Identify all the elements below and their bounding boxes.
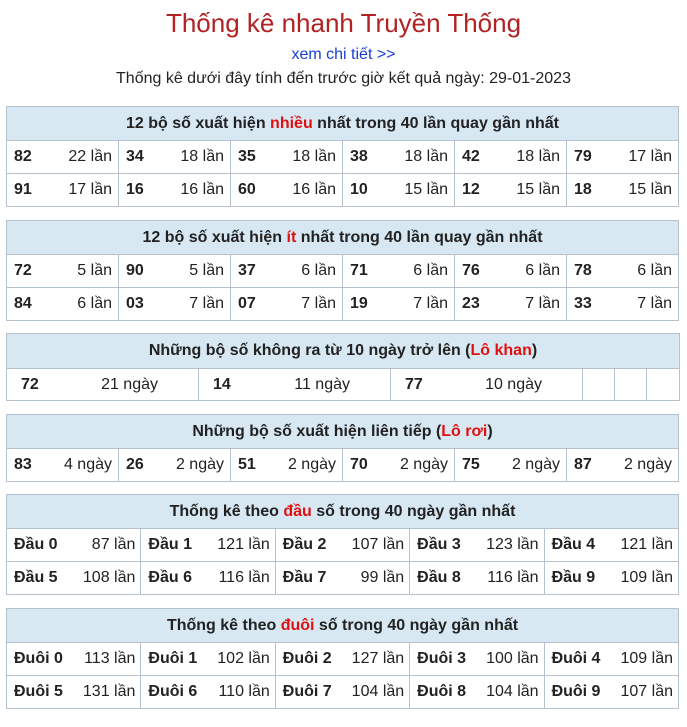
stat-cell: Đuôi 9 107 lần (544, 676, 678, 709)
empty-cell (615, 369, 647, 401)
section-title: Thống kê theo đầu số trong 40 ngày gần nhất (7, 495, 679, 529)
stat-cell: 14 11 ngày (199, 369, 391, 401)
stat-cell: 84 6 lần (7, 288, 119, 321)
most-frequent-table (6, 106, 679, 207)
section-title: Thống kê theo đuôi số trong 40 ngày gần nhất (7, 609, 679, 643)
stat-cell: Đầu 9 109 lần (544, 562, 678, 595)
stat-cell: 83 4 ngày (7, 449, 119, 482)
page-header (0, 7, 687, 89)
stat-cell: 19 7 lần (343, 288, 455, 321)
stat-cell: 38 18 lần (343, 141, 455, 174)
stat-cell: Đuôi 1 102 lần (141, 643, 275, 676)
stat-cell: Đuôi 8 104 lần (410, 676, 544, 709)
stat-cell: 87 2 ngày (567, 449, 679, 482)
section-title: Những bộ số xuất hiện liên tiếp (Lô rơi) (7, 415, 679, 449)
stat-cell: 72 21 ngày (7, 369, 199, 401)
dau-table (6, 494, 679, 595)
stat-cell: Đầu 2 107 lần (275, 529, 409, 562)
stat-cell: 72 5 lần (7, 255, 119, 288)
stat-cell: 71 6 lần (343, 255, 455, 288)
stat-cell: 60 16 lần (231, 174, 343, 207)
view-details-link[interactable]: xem chi tiết >> (291, 46, 396, 63)
stat-cell: Đuôi 7 104 lần (275, 676, 409, 709)
section-title: Những bộ số không ra từ 10 ngày trở lên (Lô khan) (7, 334, 680, 369)
stat-cell: Đuôi 2 127 lần (275, 643, 409, 676)
stat-cell: Đầu 7 99 lần (275, 562, 409, 595)
stat-cell: Đầu 0 87 lần (7, 529, 141, 562)
stat-cell: 18 15 lần (567, 174, 679, 207)
stat-cell: 75 2 ngày (455, 449, 567, 482)
stat-cell: 03 7 lần (119, 288, 231, 321)
stat-cell: Đầu 6 116 lần (141, 562, 275, 595)
stat-cell: 90 5 lần (119, 255, 231, 288)
stat-cell: 78 6 lần (567, 255, 679, 288)
stat-cell: 10 15 lần (343, 174, 455, 207)
stat-cell: 35 18 lần (231, 141, 343, 174)
section-title: 12 bộ số xuất hiện ít nhất trong 40 lần quay gần nhất (7, 221, 679, 255)
duoi-table (6, 608, 679, 709)
empty-cell (647, 369, 680, 401)
stat-cell: Đầu 5 108 lần (7, 562, 141, 595)
stat-cell: Đuôi 3 100 lần (410, 643, 544, 676)
stat-cell: Đầu 4 121 lần (544, 529, 678, 562)
stat-cell: Đầu 8 116 lần (410, 562, 544, 595)
stat-cell: 07 7 lần (231, 288, 343, 321)
stat-cell: 77 10 ngày (391, 369, 583, 401)
stat-cell: 70 2 ngày (343, 449, 455, 482)
stat-cell: 12 15 lần (455, 174, 567, 207)
stat-cell: Đuôi 4 109 lần (544, 643, 678, 676)
stat-cell: 23 7 lần (455, 288, 567, 321)
stat-cell: Đuôi 0 113 lần (7, 643, 141, 676)
stat-cell: 34 18 lần (119, 141, 231, 174)
stat-cell: 42 18 lần (455, 141, 567, 174)
lo-khan-table (6, 333, 680, 401)
stat-cell: 51 2 ngày (231, 449, 343, 482)
stat-cell: 79 17 lần (567, 141, 679, 174)
stat-cell: 26 2 ngày (119, 449, 231, 482)
least-frequent-table (6, 220, 679, 321)
empty-cell (583, 369, 615, 401)
stat-cell: 37 6 lần (231, 255, 343, 288)
stat-cell: 16 16 lần (119, 174, 231, 207)
stat-cell: 76 6 lần (455, 255, 567, 288)
stat-cell: 91 17 lần (7, 174, 119, 207)
stat-cell: Đuôi 5 131 lần (7, 676, 141, 709)
stat-cell: Đầu 1 121 lần (141, 529, 275, 562)
page-title: Thống kê nhanh Truyền Thống (165, 8, 522, 38)
stat-cell: Đầu 3 123 lần (410, 529, 544, 562)
stat-cell: 82 22 lần (7, 141, 119, 174)
page-subtitle: Thống kê dưới đây tính đến trước giờ kết quả ngày: 29-01-2023 (116, 70, 571, 87)
stat-cell: 33 7 lần (567, 288, 679, 321)
stat-cell: Đuôi 6 110 lần (141, 676, 275, 709)
lo-roi-table (6, 414, 679, 482)
section-title: 12 bộ số xuất hiện nhiều nhất trong 40 lần quay gần nhất (7, 107, 679, 141)
